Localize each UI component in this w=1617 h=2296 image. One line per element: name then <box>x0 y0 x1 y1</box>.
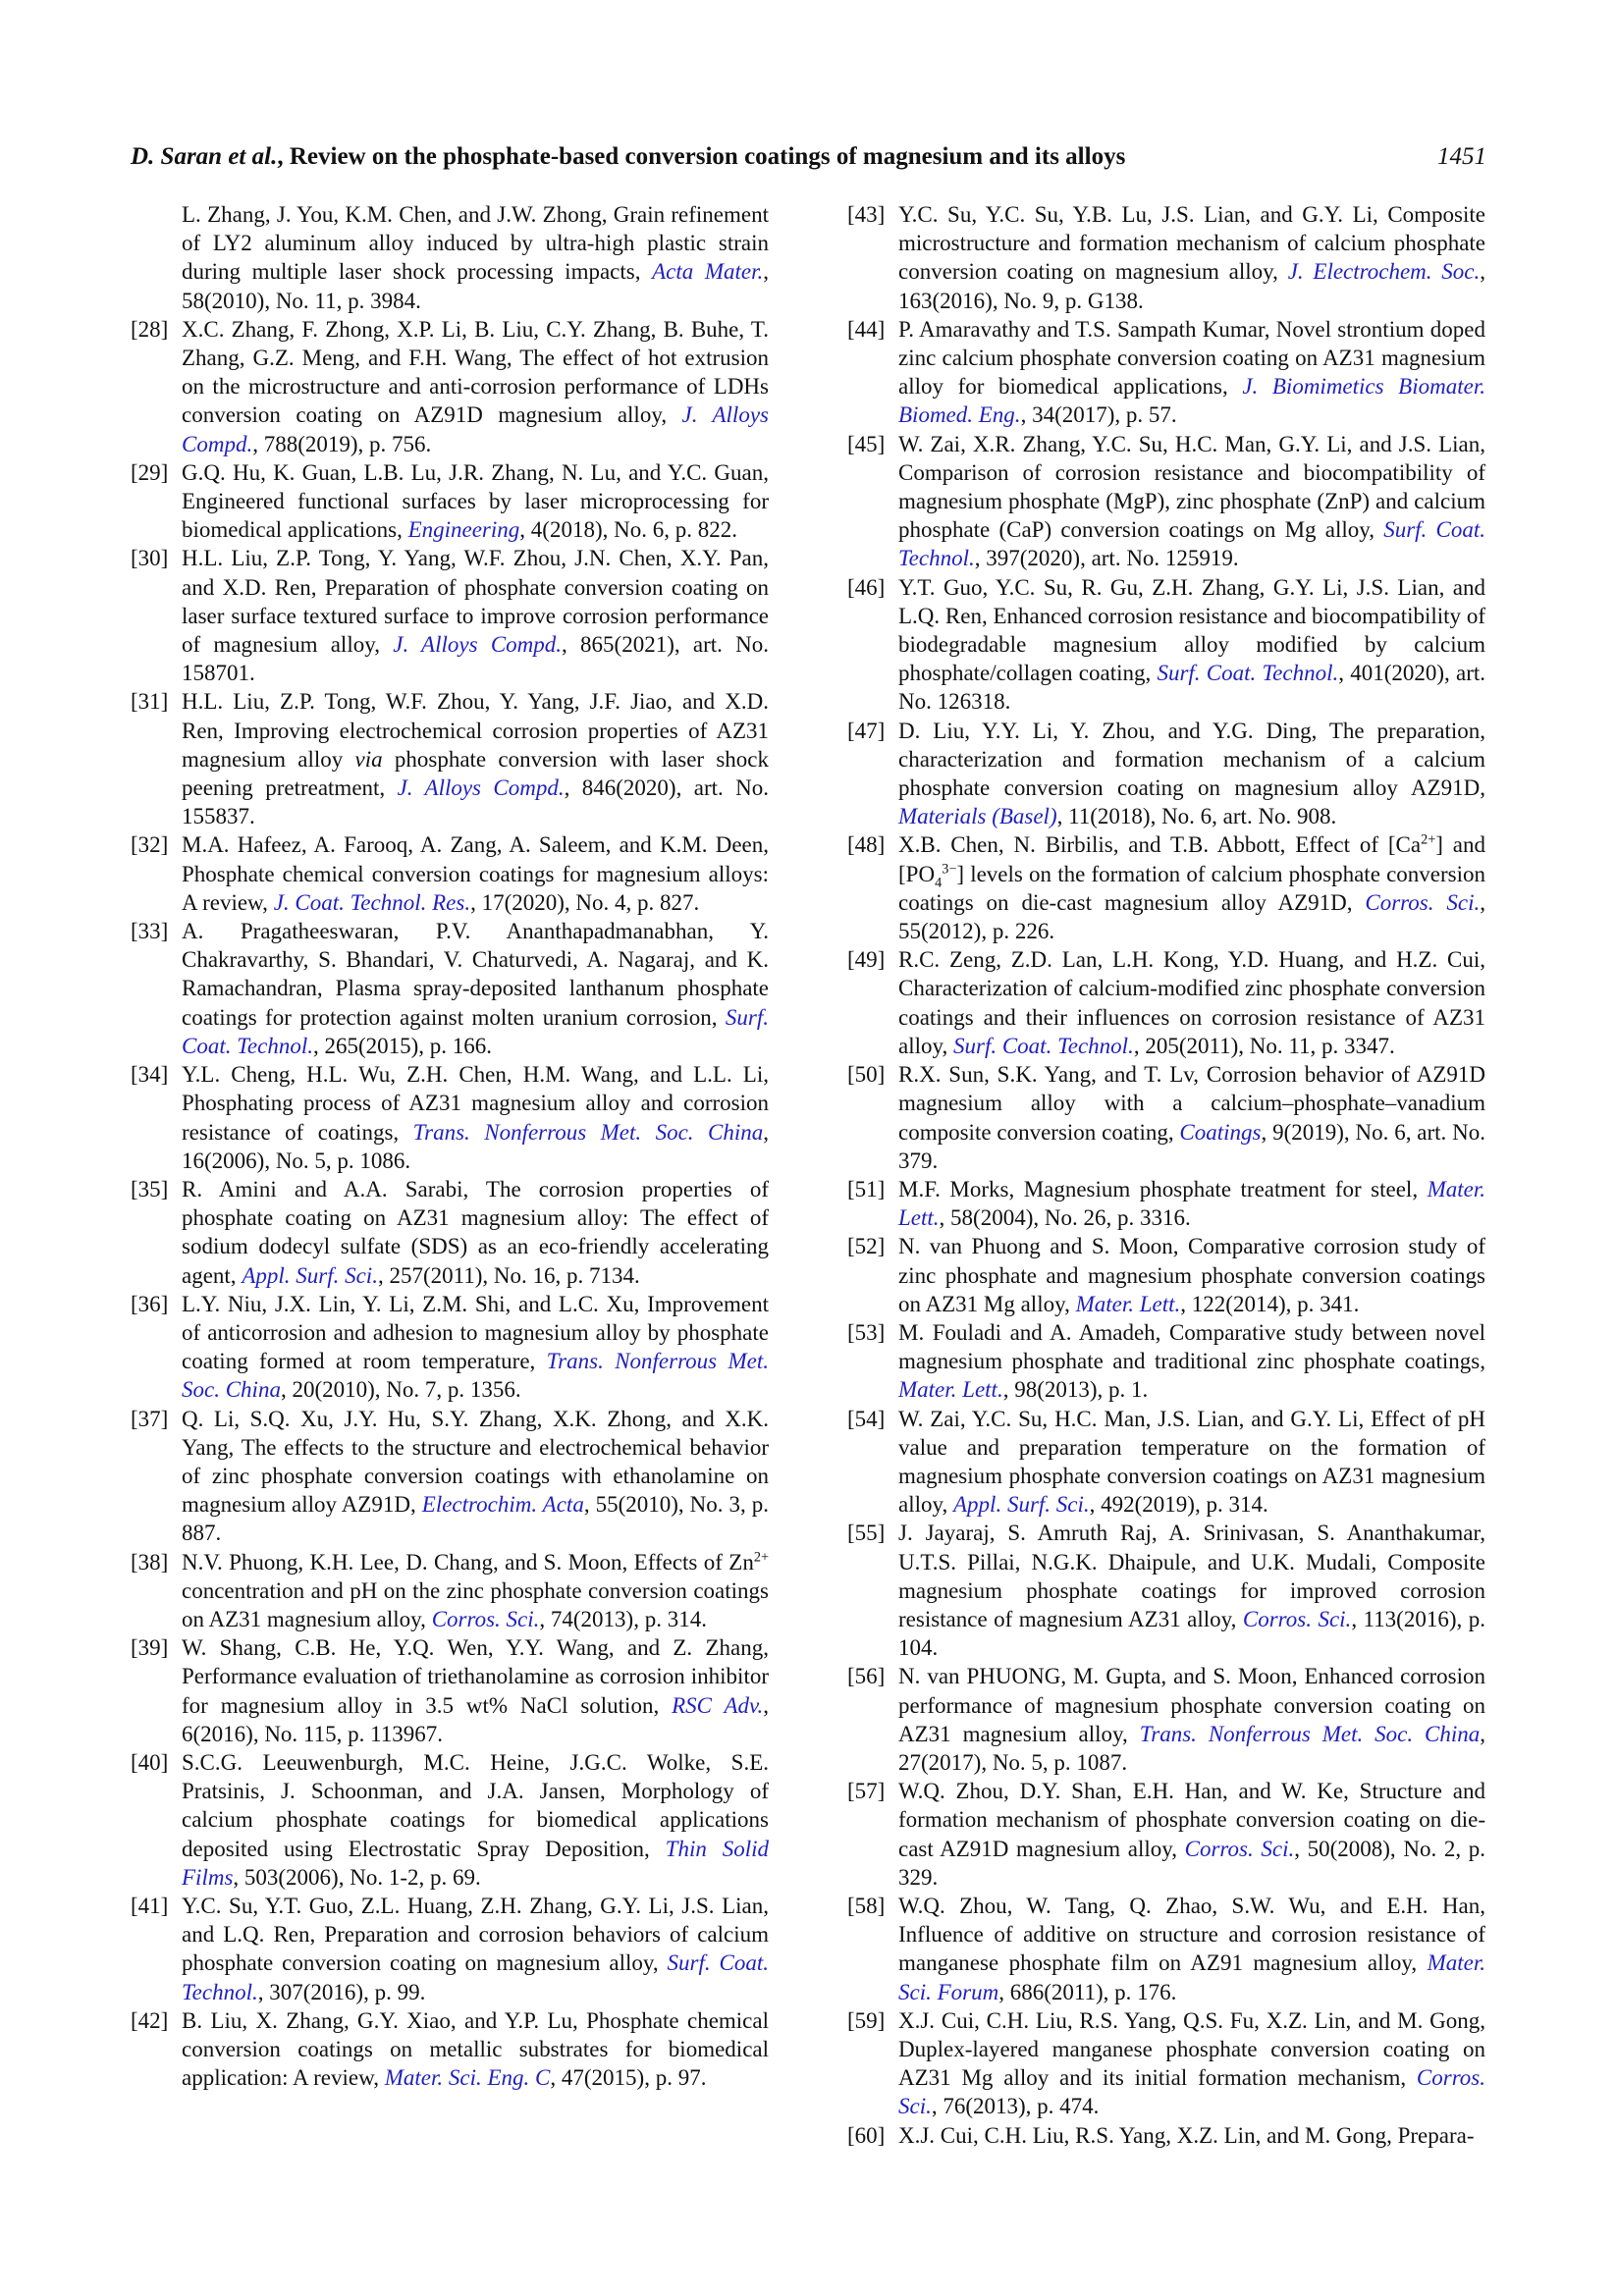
reference-number: [36] <box>131 1291 169 1316</box>
reference-text: M.A. Hafeez, A. Farooq, A. Zang, A. Saleem, and K.M. Deen, Phosphate chemical conversion coatings for magnesium alloys: A review, <box>182 832 769 915</box>
journal-link[interactable]: Trans. Nonferrous Met. Soc. China <box>182 1349 769 1403</box>
reference-text: phosphate conversion with laser shock peening pretreatment, <box>182 746 769 801</box>
reference-text: , 113(2016), p. 104. <box>898 1606 1485 1661</box>
reference-number: [34] <box>131 1062 169 1088</box>
reference-text: R. Amini and A.A. Sarabi, The corrosion properties of phosphate coating on AZ31 magnesium alloy: The effect of sodium dodecyl sulfate (SDS) as an eco-friendly accelerating agent, <box>182 1176 769 1288</box>
journal-link[interactable]: Acta Mater. <box>652 259 764 285</box>
reference-number: [53] <box>847 1319 886 1345</box>
journal-link[interactable]: Mater. Lett. <box>898 1377 1003 1403</box>
reference-text: H.L. Liu, Z.P. Tong, Y. Yang, W.F. Zhou, J.N. Chen, X.Y. Pan, and X.D. Ren, Preparation of phosphate conversion coating on laser surface textured surface to improve corrosion performance of magnesium alloy, <box>182 546 769 658</box>
reference-entry <box>131 1290 769 1405</box>
reference-text: S.C.G. Leeuwenburgh, M.C. Heine, J.G.C. Wolke, S.E. Pratsinis, J. Schoonman, and J.A. Jansen, Morphology of calcium phosphate coatings for biomedical applications deposited using Electrostatic Spray Deposition, <box>182 1749 769 1861</box>
journal-link[interactable]: Appl. Surf. Sci. <box>242 1262 378 1288</box>
reference-number: [35] <box>131 1176 169 1201</box>
reference-text: L. Zhang, J. You, K.M. Chen, and J.W. Zhong, Grain refinement of LY2 aluminum alloy induced by ultra-high plastic strain during multiple laser shock processing impacts, <box>182 202 769 285</box>
reference-text: , 205(2011), No. 11, p. 3347. <box>1133 1033 1395 1058</box>
reference-text: , 50(2008), No. 2, p. 329. <box>898 1836 1485 1890</box>
reference-number: [54] <box>847 1406 886 1431</box>
reference-text: , 257(2011), No. 16, p. 7134. <box>377 1262 640 1288</box>
journal-link[interactable]: J. Alloys Compd. <box>397 775 565 801</box>
reference-text: , 55(2010), No. 3, p. 887. <box>182 1492 769 1546</box>
reference-entry <box>847 830 1485 945</box>
journal-link[interactable]: J. Alloys Compd. <box>393 632 563 658</box>
reference-entry <box>847 1892 1485 2006</box>
reference-text: , 58(2010), No. 11, p. 3984. <box>182 259 769 313</box>
reference-text: X.J. Cui, C.H. Liu, R.S. Yang, Q.S. Fu, X.Z. Lin, and M. Gong, Duplex-layered manganese phosphate conversion coating on AZ31 Mg alloy and its initial formation mechanism, <box>898 2007 1485 2091</box>
reference-number: [45] <box>847 431 886 456</box>
journal-link[interactable]: RSC Adv. <box>672 1692 764 1718</box>
reference-entry <box>847 1519 1485 1662</box>
reference-number: [56] <box>847 1664 886 1689</box>
reference-entry <box>131 458 769 545</box>
references-content <box>131 200 1486 2150</box>
reference-number: [33] <box>131 919 169 944</box>
reference-text: , 76(2013), p. 474. <box>931 2094 1100 2119</box>
reference-number: [59] <box>847 2007 886 2033</box>
reference-text: ] levels on the formation of calcium phosphate conversion coatings on die-cast magnesium alloy AZ91D, <box>898 861 1485 915</box>
reference-number: [50] <box>847 1062 886 1088</box>
journal-link[interactable]: Corros. Sci. <box>431 1606 540 1631</box>
reference-number: [37] <box>131 1406 169 1431</box>
reference-entry <box>847 1060 1485 1175</box>
journal-link[interactable]: Mater. Lett. <box>898 1176 1485 1231</box>
reference-text: , 20(2010), No. 7, p. 1356. <box>280 1377 521 1403</box>
reference-text: Y.C. Su, Y.C. Su, Y.B. Lu, J.S. Lian, and G.Y. Li, Composite microstructure and formation mechanism of calcium phosphate conversion coating on magnesium alloy, <box>898 202 1485 285</box>
reference-text: W.Q. Zhou, D.Y. Shan, E.H. Han, and W. Ke, Structure and formation mechanism of phosphate conversion coating on die-cast AZ91D magnesium alloy, <box>898 1779 1485 1861</box>
reference-number: [46] <box>847 574 886 600</box>
reference-text: G.Q. Hu, K. Guan, L.B. Lu, J.R. Zhang, N. Lu, and Y.C. Guan, Engineered functional surfaces by laser microprocessing for biomedical applications, <box>182 459 769 543</box>
reference-entry <box>847 1318 1485 1405</box>
running-title <box>131 143 1125 171</box>
header-title-text: , Review on the phosphate-based conversion coatings of magnesium and its alloys <box>277 143 1126 170</box>
reference-text: Y.C. Su, Y.T. Guo, Z.L. Huang, Z.H. Zhang, G.Y. Li, J.S. Lian, and L.Q. Ren, Preparation and corrosion behaviors of calcium phosphate conversion coating on magnesium alloy, <box>182 1893 769 1976</box>
page-number: 1451 <box>1437 143 1486 170</box>
reference-text: , 17(2020), No. 4, p. 827. <box>470 889 700 915</box>
reference-text: via <box>354 746 383 772</box>
reference-entry <box>847 430 1485 573</box>
reference-text: , 55(2012), p. 226. <box>898 889 1485 944</box>
reference-entry <box>847 200 1485 315</box>
reference-text: 3− <box>942 861 957 878</box>
reference-text: R.C. Zeng, Z.D. Lan, L.H. Kong, Y.D. Huang, and H.Z. Cui, Characterization of calcium-modified zinc phosphate conversion coatings and their influences on corrosion resistance of AZ31 alloy, <box>898 947 1485 1058</box>
journal-link[interactable]: Thin Solid Films <box>182 1836 769 1890</box>
journal-link[interactable]: Surf. Coat. Technol. <box>182 1004 769 1058</box>
journal-link[interactable]: Coatings <box>1179 1119 1262 1145</box>
reference-text: , 492(2019), p. 314. <box>1089 1492 1268 1518</box>
journal-link[interactable]: Surf. Coat. Technol. <box>898 517 1485 571</box>
reference-text: , 98(2013), p. 1. <box>1002 1377 1149 1403</box>
reference-text: concentration and pH on the zinc phosphate conversion coatings on AZ31 magnesium alloy, <box>182 1577 769 1631</box>
reference-number: [55] <box>847 1521 886 1546</box>
journal-link[interactable]: Corros. Sci. <box>898 2065 1485 2119</box>
reference-text: , 34(2017), p. 57. <box>1020 402 1177 428</box>
reference-entry <box>131 830 769 917</box>
reference-text: R.X. Sun, S.K. Yang, and T. Lv, Corrosion behavior of AZ91D magnesium alloy with a calcium–phosphate–vanadium composite conversion coating, <box>898 1062 1485 1145</box>
journal-link[interactable]: Corros. Sci. <box>1184 1836 1295 1861</box>
journal-link[interactable]: Corros. Sci. <box>1242 1606 1352 1631</box>
reference-text: W. Zai, Y.C. Su, H.C. Man, J.S. Lian, and G.Y. Li, Effect of pH value and preparation temperature on the formation of magnesium phosphate conversion coatings on AZ31 magnesium alloy, <box>898 1406 1485 1518</box>
journal-link[interactable]: Trans. Nonferrous Met. Soc. China <box>1139 1721 1481 1746</box>
reference-text: , 11(2018), No. 6, art. No. 908. <box>1056 804 1337 829</box>
journal-link[interactable]: Trans. Nonferrous Met. Soc. China <box>412 1119 764 1145</box>
reference-text: , 397(2020), art. No. 125919. <box>974 546 1239 571</box>
reference-entry <box>847 2006 1485 2121</box>
reference-number: [44] <box>847 316 886 342</box>
reference-text: , 4(2018), No. 6, p. 822. <box>519 517 737 543</box>
journal-link[interactable]: J. Biomimetics Biomater. Biomed. Eng. <box>898 374 1485 428</box>
journal-link[interactable]: Mater. Sci. Eng. C <box>384 2065 551 2091</box>
reference-entry <box>847 315 1485 430</box>
reference-number: [38] <box>131 1549 169 1575</box>
reference-entry <box>847 1175 1485 1232</box>
reference-entry <box>131 2006 769 2093</box>
journal-link[interactable]: J. Electrochem. Soc. <box>1287 259 1481 285</box>
reference-text: , 122(2014), p. 341. <box>1180 1291 1360 1316</box>
reference-text: Q. Li, S.Q. Xu, J.Y. Hu, S.Y. Zhang, X.K. Zhong, and X.K. Yang, The effects to the structure and electrochemical behavior of zinc phosphate conversion coatings with ethanolamine on magnesium alloy AZ91D, <box>182 1406 769 1518</box>
reference-entry <box>131 315 769 458</box>
reference-text: , 307(2016), p. 99. <box>257 1979 426 2004</box>
reference-text: , 401(2020), art. No. 126318. <box>898 661 1485 715</box>
reference-entry <box>131 200 769 315</box>
reference-number: [28] <box>131 316 169 342</box>
reference-entry <box>847 1662 1485 1777</box>
references-column-left <box>131 200 769 2150</box>
reference-number: [40] <box>131 1749 169 1775</box>
journal-link[interactable]: Mater. Sci. Forum <box>898 1950 1485 2004</box>
reference-text: , 47(2015), p. 97. <box>550 2065 707 2091</box>
reference-text: X.J. Cui, C.H. Liu, R.S. Yang, X.Z. Lin, and M. Gong, Prepara- <box>898 2122 1475 2148</box>
reference-text: J. Jayaraj, S. Amruth Raj, A. Srinivasan, S. Ananthakumar, U.T.S. Pillai, N.G.K. Dhaipule, and U.K. Mudali, Composite magnesium phosphate coatings for improved corrosion resistance of magnesium AZ31 alloy, <box>898 1521 1485 1631</box>
reference-text: , 6(2016), No. 115, p. 113967. <box>182 1692 769 1746</box>
reference-number: [29] <box>131 459 169 485</box>
journal-link[interactable]: Mater. Lett. <box>1075 1291 1181 1316</box>
reference-number: [51] <box>847 1176 886 1201</box>
reference-text: L.Y. Niu, J.X. Lin, Y. Li, Z.M. Shi, and L.C. Xu, Improvement of anticorrosion and adhesion to magnesium alloy by phosphate coating formed at room temperature, <box>182 1291 769 1374</box>
reference-text: , 58(2004), No. 26, p. 3316. <box>939 1205 1191 1231</box>
reference-text: A. Pragatheeswaran, P.V. Ananthapadmanabhan, Y. Chakravarthy, S. Bhandari, V. Chaturvedi, A. Nagaraj, and K. Ramachandran, Plasma spray-deposited lanthanum phosphate coatings for protection against molten uranium corrosion, <box>182 919 769 1030</box>
reference-entry <box>847 2121 1485 2150</box>
reference-text: , 163(2016), No. 9, p. G138. <box>898 259 1485 313</box>
reference-text: , 16(2006), No. 5, p. 1086. <box>182 1119 769 1173</box>
reference-text: , 686(2011), p. 176. <box>998 1979 1177 2004</box>
reference-entry <box>847 1405 1485 1520</box>
journal-link[interactable]: Corros. Sci. <box>1365 889 1481 915</box>
reference-number: [49] <box>847 947 886 973</box>
reference-entry <box>847 573 1485 717</box>
reference-entry <box>847 717 1485 831</box>
reference-number: [39] <box>131 1635 169 1661</box>
reference-text: N. van Phuong and S. Moon, Comparative corrosion study of zinc phosphate and magnesium phosphate conversion coatings on AZ31 Mg alloy, <box>898 1234 1485 1316</box>
reference-entry <box>847 945 1485 1060</box>
journal-link[interactable]: J. Alloys Compd. <box>182 402 769 456</box>
reference-text: N. van PHUONG, M. Gupta, and S. Moon, Enhanced corrosion performance of magnesium phosphate conversion coating on AZ31 magnesium alloy, <box>898 1664 1485 1746</box>
reference-number: [47] <box>847 718 886 743</box>
reference-entry <box>847 1777 1485 1892</box>
journal-link[interactable]: Surf. Coat. Technol. <box>182 1950 769 2004</box>
reference-entry <box>131 1633 769 1748</box>
reference-entry <box>131 1748 769 1892</box>
reference-text: W. Zai, X.R. Zhang, Y.C. Su, H.C. Man, G.Y. Li, and J.S. Lian, Comparison of corrosion resistance and biocompatibility of magnesium phosphate (MgP), zinc phosphate (ZnP) and calcium phosphate (CaP) conversion coatings on Mg alloy, <box>898 431 1485 543</box>
reference-text: 4 <box>935 875 943 891</box>
running-header <box>131 143 1486 171</box>
reference-entry <box>131 1405 769 1548</box>
reference-text: X.B. Chen, N. Birbilis, and T.B. Abbott, Effect of [Ca <box>898 832 1422 858</box>
references-column-right <box>847 200 1485 2150</box>
reference-number: [42] <box>131 2007 169 2033</box>
reference-text: W.Q. Zhou, W. Tang, Q. Zhao, S.W. Wu, and E.H. Han, Influence of additive on structure and corrosion resistance of manganese phosphate film on AZ91 magnesium alloy, <box>898 1893 1485 1976</box>
reference-text: , 503(2006), No. 1-2, p. 69. <box>233 1864 481 1890</box>
reference-text: , 265(2015), p. 166. <box>312 1033 493 1058</box>
reference-text: W. Shang, C.B. He, Y.Q. Wen, Y.Y. Wang, and Z. Zhang, Performance evaluation of triethanolamine as corrosion inhibitor for magnesium alloy in 3.5 wt% NaCl solution, <box>182 1635 769 1718</box>
reference-text: Y.L. Cheng, H.L. Wu, Z.H. Chen, H.M. Wang, and L.L. Li, Phosphating process of AZ31 magnesium alloy and corrosion resistance of coatings, <box>182 1062 769 1145</box>
reference-number: [41] <box>131 1893 169 1918</box>
reference-entry <box>847 1232 1485 1318</box>
reference-text: , 865(2021), art. No. 158701. <box>182 632 769 686</box>
reference-text: B. Liu, X. Zhang, G.Y. Xiao, and Y.P. Lu, Phosphate chemical conversion coatings on metallic substrates for biomedical application: A review, <box>182 2007 769 2091</box>
reference-number: [58] <box>847 1893 886 1918</box>
reference-text: N.V. Phuong, K.H. Lee, D. Chang, and S. Moon, Effects of Zn <box>182 1549 754 1575</box>
reference-entry <box>131 1175 769 1290</box>
reference-number: [48] <box>847 832 886 858</box>
reference-text: D. Liu, Y.Y. Li, Y. Zhou, and Y.G. Ding, The preparation, characterization and formation mechanism of a calcium phosphate conversion coating on magnesium alloy AZ91D, <box>898 718 1485 801</box>
reference-entry <box>131 1548 769 1634</box>
reference-text: Y.T. Guo, Y.C. Su, R. Gu, Z.H. Zhang, G.Y. Li, J.S. Lian, and L.Q. Ren, Enhanced corrosion resistance and biocompatibility of biodegradable magnesium alloy modified by calcium phosphate/collagen coating, <box>898 574 1485 686</box>
reference-text: H.L. Liu, Z.P. Tong, W.F. Zhou, Y. Yang, J.F. Jiao, and X.D. Ren, Improving electrochemical corrosion properties of AZ31 magnesium alloy <box>182 689 769 772</box>
reference-entry <box>131 917 769 1060</box>
reference-entry <box>131 687 769 830</box>
journal-link[interactable]: J. Coat. Technol. Res. <box>273 889 471 915</box>
reference-text: ] and [PO <box>898 832 1485 886</box>
reference-entry <box>131 544 769 687</box>
journal-link[interactable]: Appl. Surf. Sci. <box>953 1492 1090 1518</box>
reference-entry <box>131 1060 769 1175</box>
header-authors: D. Saran et al. <box>131 143 278 170</box>
reference-text: , 27(2017), No. 5, p. 1087. <box>898 1721 1485 1775</box>
reference-text: , 788(2019), p. 756. <box>252 431 432 456</box>
reference-number: [57] <box>847 1779 886 1804</box>
reference-number: [31] <box>131 689 169 715</box>
journal-link[interactable]: Engineering <box>407 517 520 543</box>
journal-link[interactable]: Materials (Basel) <box>898 804 1057 829</box>
reference-text: , 74(2013), p. 314. <box>539 1606 707 1631</box>
reference-text: 2+ <box>1421 831 1436 848</box>
reference-text: , 9(2019), No. 6, art. No. 379. <box>898 1119 1485 1173</box>
reference-number: [30] <box>131 546 169 571</box>
reference-number: [60] <box>847 2122 886 2148</box>
journal-link[interactable]: Surf. Coat. Technol. <box>1157 661 1339 686</box>
journal-link[interactable]: Electrochim. Acta <box>421 1492 584 1518</box>
reference-text: , 846(2020), art. No. 155837. <box>182 775 770 829</box>
reference-text: M. Fouladi and A. Amadeh, Comparative study between novel magnesium phosphate and traditional zinc phosphate coatings, <box>898 1319 1485 1374</box>
reference-number: [43] <box>847 202 886 227</box>
reference-text: M.F. Morks, Magnesium phosphate treatment for steel, <box>898 1176 1428 1201</box>
reference-text: 2+ <box>753 1548 769 1565</box>
reference-number: [32] <box>131 832 169 858</box>
reference-number: [52] <box>847 1234 886 1259</box>
reference-text: P. Amaravathy and T.S. Sampath Kumar, Novel strontium doped zinc calcium phosphate conversion coating on AZ31 magnesium alloy for biomedical applications, <box>898 316 1485 400</box>
reference-entry <box>131 1892 769 2006</box>
journal-link[interactable]: Surf. Coat. Technol. <box>953 1033 1134 1058</box>
reference-text: X.C. Zhang, F. Zhong, X.P. Li, B. Liu, C.Y. Zhang, B. Buhe, T. Zhang, G.Z. Meng, and F.H. Wang, The effect of hot extrusion on the microstructure and anti-corrosion performance of LDHs conversion coating on AZ91D magnesium alloy, <box>182 316 769 428</box>
